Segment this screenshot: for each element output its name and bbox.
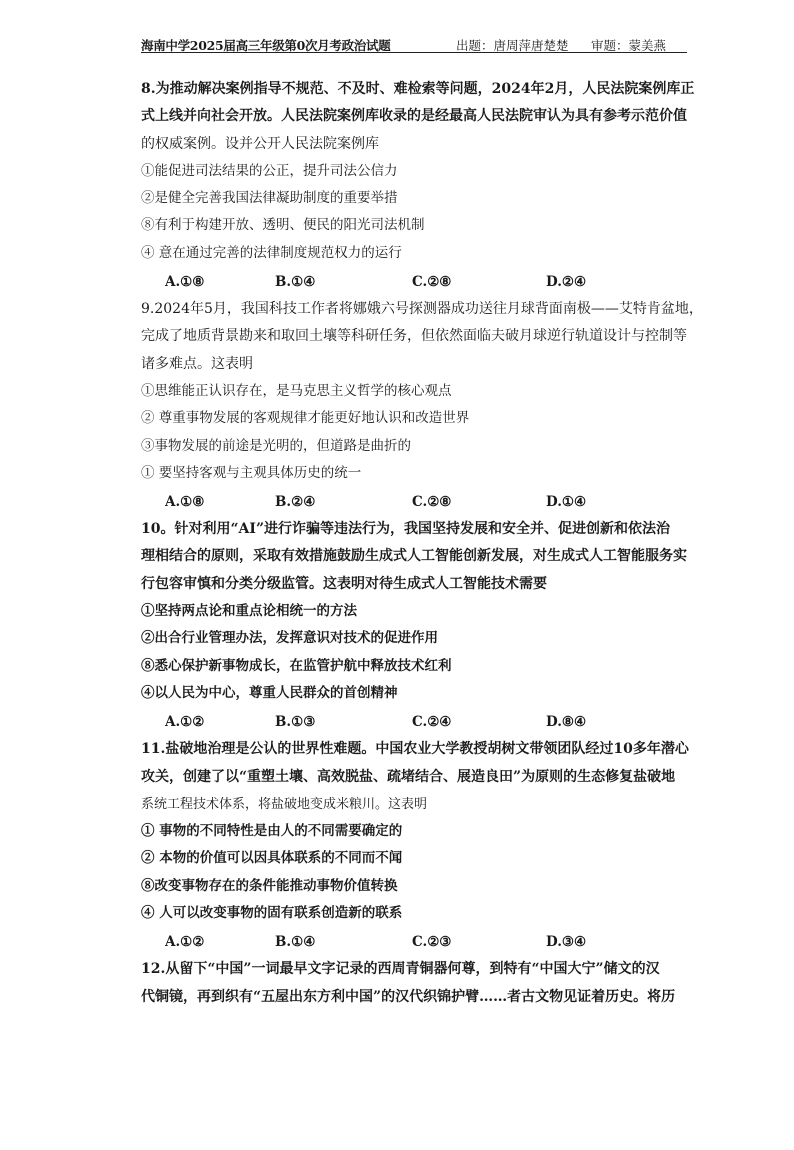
choice-c: C.②⑧ (412, 493, 452, 510)
question-10 (141, 516, 696, 736)
question-reviewer: 审题：蒙美燕 (591, 38, 667, 53)
question-stem-line: 的权威案例。设并公开人民法院案例库 (141, 135, 379, 152)
choice-a: A.①② (165, 933, 205, 950)
question-stem-line: 理相结合的原则，采取有效措施鼓励生成式人工智能创新发展，对生成式人工智能服务实 (141, 548, 687, 565)
question-stem-line: 12.从留下“中国”一词最早文字记录的西周青铜器何尊，到特有“中国大宁”储文的汉 (141, 961, 660, 978)
question-stem-line: 8.为推动解决案例指导不规范、不及时、难检索等问题，2024年2月，人民法院案例库正 (141, 81, 695, 97)
choice-b: B.①④ (275, 273, 316, 290)
statement-option: ④ 人可以改变事物的固有联系创造新的联系 (141, 905, 403, 922)
question-11 (141, 736, 696, 956)
statement-option: ①思维能正认识存在，是马克思主义哲学的核心观点 (141, 382, 452, 399)
statement-option: ② 尊重事物发展的客观规律才能更好地认识和改造世界 (141, 410, 470, 427)
question-8 (141, 76, 696, 296)
choice-d: D.①④ (546, 493, 587, 510)
statement-option: ① 事物的不同特性是由人的不同需要确定的 (141, 823, 403, 840)
choice-c: C.②④ (412, 713, 452, 730)
statement-option: ④ 意在通过完善的法律制度规范权力的运行 (141, 244, 402, 261)
statement-option: ⑧悉心保护新事物成长，在监管护航中释放技术红利 (141, 657, 452, 674)
statement-option: ② 本物的价值可以因具体联系的不同而不闻 (141, 850, 403, 867)
question-setter: 出题：唐周萍唐楚楚 (456, 38, 569, 53)
choice-d: D.③④ (546, 933, 587, 950)
statement-option: ②是健全完善我国法律凝助制度的重要举措 (141, 190, 398, 207)
statement-option: ① 要坚持客观与主观具体历史的统一 (141, 464, 362, 481)
choice-b: B.①④ (275, 933, 316, 950)
question-stem-line: 代铜镜，再到织有“五屋出东方利中国”的汉代织锦护臂……者古文物见证着历史。将历 (141, 988, 676, 1005)
statement-option: ①坚持两点论和重点论相统一的方法 (141, 603, 357, 620)
choice-a: A.①⑧ (165, 273, 205, 290)
statement-option: ⑧改变事物存在的条件能推动事物价值转换 (141, 877, 398, 894)
answer-choices (141, 487, 696, 516)
choice-c: C.②③ (412, 933, 452, 950)
choice-c: C.②⑧ (412, 273, 452, 290)
question-stem-line: 攻关，创建了以“重塑土壤、高效脱盐、疏堵结合、展造良田”为原则的生态修复盐破地 (141, 768, 676, 785)
choice-a: A.①⑧ (165, 493, 205, 510)
statement-option: ④以人民为中心，尊重人民群众的首创精神 (141, 684, 398, 701)
page-header (141, 36, 687, 53)
question-12 (141, 956, 696, 1011)
exam-title: 海南中学2025届高三年级第0次月考政治试题 (141, 38, 391, 53)
question-stem-line: 诸多难点。这表明 (141, 355, 253, 372)
choice-b: B.②④ (275, 493, 316, 510)
choice-d: D.②④ (546, 273, 587, 290)
statement-option: ⑧有利于构建开放、透明、便民的阳光司法机制 (141, 217, 425, 234)
statement-option: ③事物发展的前途是光明的，但道路是曲折的 (141, 437, 411, 454)
choice-a: A.①② (165, 713, 205, 730)
question-list (141, 76, 703, 1011)
question-stem-line: 完成了地质背景勘来和取回土壤等科研任务，但依然面临夫破月球逆行轨道设计与控制等 (141, 328, 687, 345)
choice-d: D.⑧④ (546, 713, 587, 730)
statement-option: ②出合行业管理办法，发挥意识对技术的促进作用 (141, 630, 438, 647)
answer-choices (141, 267, 696, 296)
answer-choices (141, 927, 696, 956)
question-stem-line: 11.盐破地治理是公认的世界性难题。中国农业大学教授胡树文带领团队经过10多年潜心 (141, 741, 689, 758)
choice-b: B.①③ (275, 713, 316, 730)
question-9 (141, 296, 703, 516)
question-stem-line: 系统工程技术体系，将盐破地变成米粮川。这表明 (141, 796, 428, 812)
statement-option: ①能促进司法结果的公正，提升司法公信力 (141, 162, 398, 179)
question-stem-line: 10。针对利用“AI”进行诈骗等违法行为，我国坚持发展和安全并、促进创新和依法治 (141, 521, 670, 538)
question-stem-line: 9.2024年5月，我国科技工作者将娜娥六号探测器成功送往月球背面南极——艾特肯盆地， (141, 301, 703, 318)
answer-choices (141, 707, 696, 736)
question-stem-line: 行包容审慎和分类分级监管。这表明对待生成式人工智能技术需要 (141, 575, 547, 592)
question-stem-line: 式上线并向社会开放。人民法院案例库收录的是经最高人民法院审认为具有参考示范价值 (141, 108, 687, 125)
